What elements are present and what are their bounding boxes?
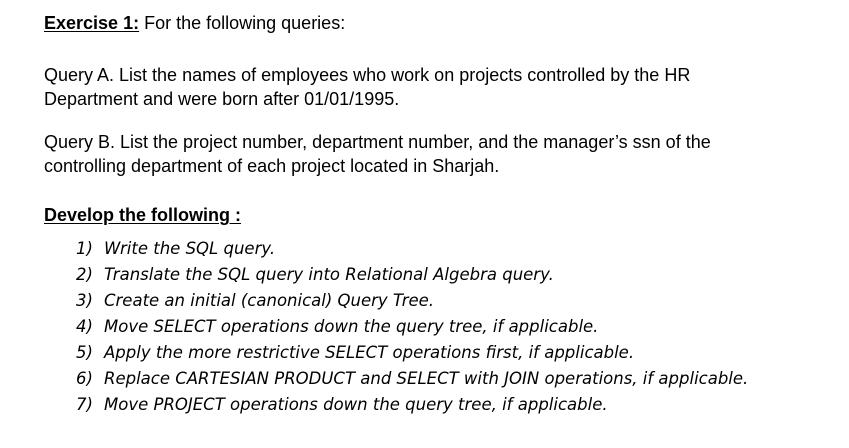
query-a-line-2: Department and were born after 01/01/1995.: [44, 89, 400, 109]
step-item: [76, 341, 748, 367]
step-number: 6): [76, 369, 93, 388]
exercise-label: Exercise 1:: [44, 13, 140, 33]
step-number: 1): [76, 239, 93, 258]
step-text: Replace CARTESIAN PRODUCT and SELECT with JOIN operations, if applicable.: [104, 369, 749, 388]
steps-list: [76, 237, 748, 419]
step-item: [76, 263, 748, 289]
exercise-intro: For the following queries:: [144, 13, 346, 33]
step-text: Write the SQL query.: [104, 239, 276, 258]
step-item: [76, 315, 748, 341]
step-number: 2): [76, 265, 93, 284]
step-number: 3): [76, 291, 93, 310]
step-text: Create an initial (canonical) Query Tree.: [104, 291, 435, 310]
step-number: 7): [76, 395, 93, 414]
develop-heading: Develop the following :: [44, 205, 241, 225]
query-b-line-1: Query B. List the project number, department number, and the manager’s ssn of the: [44, 132, 711, 152]
step-number: 4): [76, 317, 93, 336]
query-b-line-2: controlling department of each project located in Sharjah.: [44, 156, 500, 176]
step-text: Translate the SQL query into Relational Algebra query.: [104, 265, 554, 284]
step-text: Apply the more restrictive SELECT operations first, if applicable.: [104, 343, 635, 362]
step-item: [76, 289, 748, 315]
step-text: Move SELECT operations down the query tree, if applicable.: [104, 317, 599, 336]
step-item: [76, 393, 748, 419]
exercise-title: [44, 12, 345, 34]
step-number: 5): [76, 343, 93, 362]
step-item: [76, 237, 748, 263]
step-item: [76, 367, 748, 393]
query-a-line-1: Query A. List the names of employees who work on projects controlled by the HR: [44, 65, 691, 85]
step-text: Move PROJECT operations down the query tree, if applicable.: [104, 395, 608, 414]
